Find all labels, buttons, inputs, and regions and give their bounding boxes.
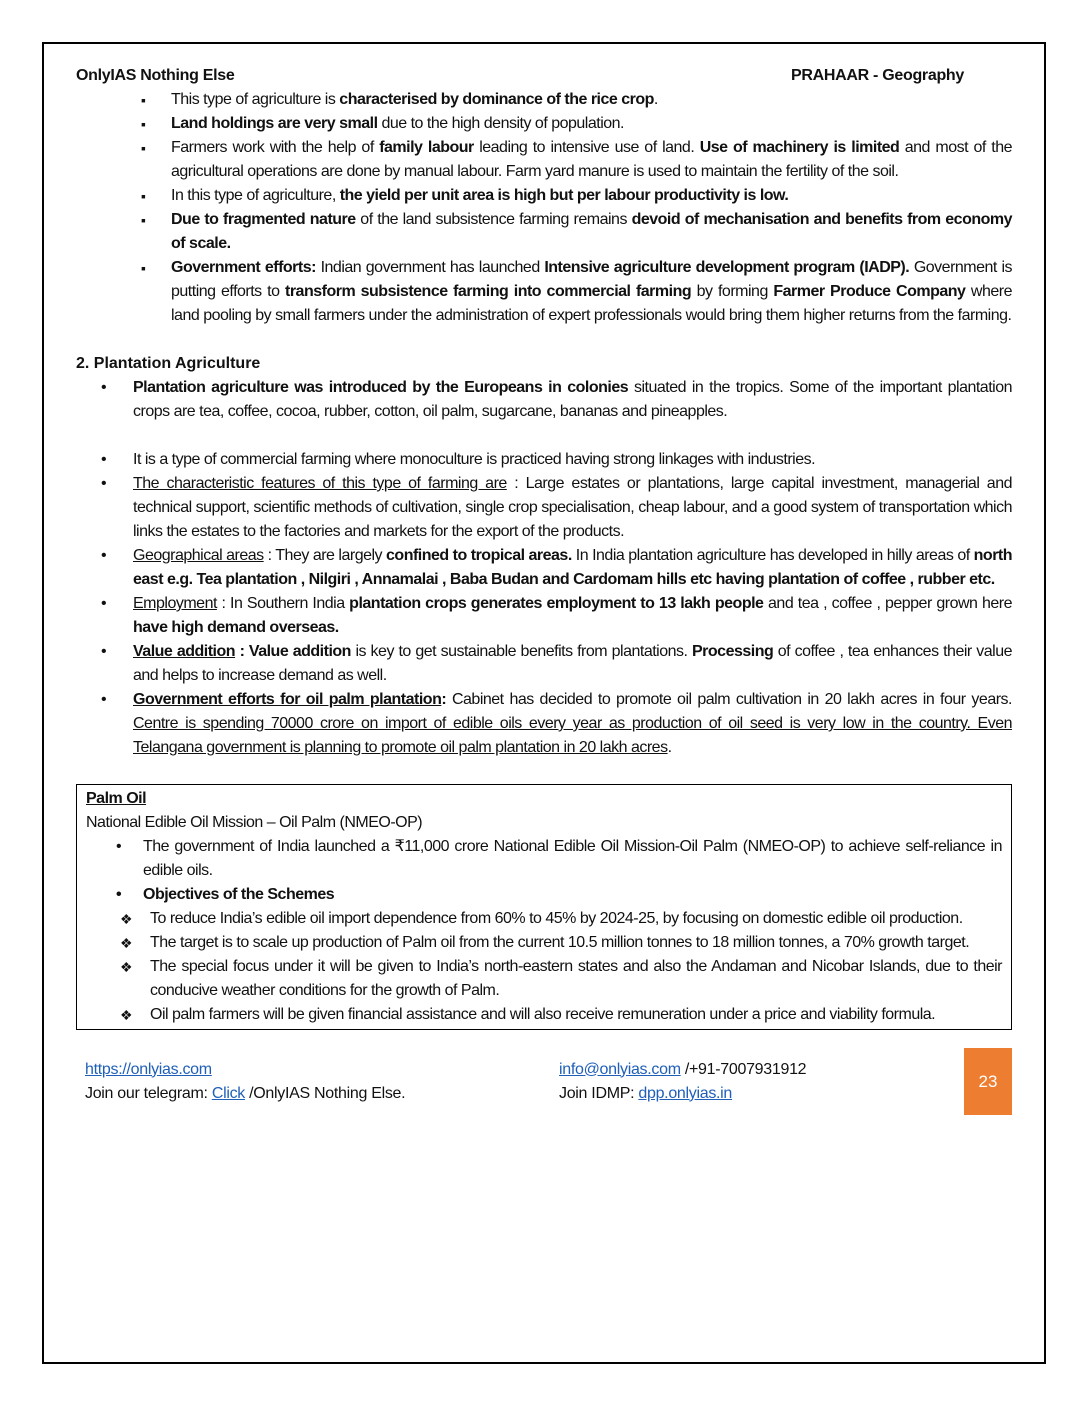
- list-item: [171, 88, 1012, 112]
- objective-item: ❖ To reduce India’s edible oil import dependence from 60% to 45% by 2024-25, by focusing on domestic edible oil production.: [86, 907, 1002, 931]
- text-run: In this type of agriculture,: [171, 187, 340, 204]
- text-run: Farmers work with the help of: [171, 139, 380, 156]
- text-run: Farmer Produce Company: [773, 283, 966, 300]
- page-footer: [76, 1048, 1012, 1115]
- email-link[interactable]: info@onlyias.com: [559, 1060, 681, 1078]
- text-run: of the land subsistence farming remains: [355, 211, 632, 228]
- text-run: Geographical areas: [133, 547, 264, 564]
- text-run: and most of the agricultural operations are done by manual labour. Farm yard manure is used to maintain the fertility of the soil.: [171, 139, 1012, 180]
- list-item: [133, 592, 1012, 640]
- text-run: where land pooling by small farmers under the administration of expert professionals would bring them higher returns from the farming.: [171, 283, 1013, 324]
- telegram-prefix: Join our telegram:: [85, 1084, 212, 1102]
- list-item: [133, 472, 1012, 544]
- text-run: : Value addition: [235, 643, 351, 660]
- text-run: plantation crops generates employment to 13 lakh people: [349, 595, 764, 612]
- text-run: It is a type of commercial farming where monoculture is practiced having strong linkages with industries.: [133, 451, 816, 468]
- page-number: 23: [964, 1048, 1012, 1115]
- text-run: due to the high density of population.: [377, 115, 624, 132]
- text-run: is key to get sustainable benefits from plantations.: [350, 643, 692, 660]
- telegram-link[interactable]: Click: [211, 1084, 245, 1102]
- page-header: [76, 64, 1012, 88]
- text-run: : Large estates or plantations, large capital investment, managerial and technical support, scientific methods of cultivation, single crop specialisation, cheap labour, and a good system of transportation which links the estates to the factories and markets for the export of the products.: [133, 475, 1012, 540]
- text-run: In India plantation agriculture has developed in hilly areas of: [571, 547, 974, 564]
- text-run: Processing: [692, 643, 774, 660]
- text-run: Cabinet has decided to promote oil palm cultivation in 20 lakh acres in four years.: [446, 691, 1012, 708]
- section-title: 2. Plantation Agriculture: [76, 355, 261, 372]
- page-border: [42, 42, 1046, 1364]
- text-run: Use of machinery is limited: [699, 139, 900, 156]
- text-run: the yield per unit area is high but per labour productivity is low.: [339, 187, 789, 204]
- text-run: Land holdings are very small: [171, 115, 378, 132]
- text-run: north east e.g. Tea plantation , Nilgiri , Annamalai , Baba Budan and Cardomam hills etc having plantation of coffee , rubber etc.: [133, 547, 1013, 588]
- idmp-prefix: Join IDMP:: [559, 1084, 639, 1102]
- rice-farming-list: [171, 88, 1012, 328]
- text-run: Centre is spending 70000 crore on import of edible oils every year as production of oil seed is very low in the country. Even Telangana government is planning to promote oil palm plantation in 20 lakh acres: [133, 715, 1012, 756]
- text-run: confined to tropical areas.: [386, 547, 572, 564]
- text-run: characterised by dominance of the rice crop: [339, 91, 654, 108]
- text-run: situated in the tropics. Some of the important plantation crops are tea, coffee, cocoa, rubber, cotton, oil palm, sugarcane, bananas and pineapples.: [133, 379, 1013, 420]
- phone: /+91-7007931912: [680, 1060, 807, 1078]
- list-item: [171, 256, 1012, 328]
- website-link[interactable]: https://onlyias.com: [85, 1060, 212, 1078]
- text-run: :: [441, 691, 447, 708]
- box-bullet-objectives: • Objectives of the Schemes: [86, 883, 1002, 907]
- text-run: by forming: [691, 283, 774, 300]
- text-run: transform subsistence farming into commercial farming: [284, 283, 692, 300]
- list-item: [133, 688, 1012, 760]
- text-run: of coffee , tea enhances their value and helps to increase demand as well.: [133, 643, 1012, 684]
- text-run: Plantation agriculture was introduced by the Europeans in colonies: [133, 379, 629, 396]
- text-run: and tea , coffee , pepper grown here: [763, 595, 1013, 612]
- text-run: .: [653, 91, 658, 108]
- list-item: [171, 112, 1012, 136]
- text-run: Government is putting efforts to: [171, 259, 1013, 300]
- header-right: PRAHAAR - Geography: [791, 67, 964, 84]
- text-run: : In Southern India: [216, 595, 350, 612]
- text-run: This type of agriculture is: [171, 91, 340, 108]
- text-run: Government efforts:: [171, 259, 316, 276]
- plantation-list: [133, 376, 1012, 760]
- text-run: Due to fragmented nature: [171, 211, 356, 228]
- box-subtitle: National Edible Oil Mission – Oil Palm (NMEO-OP): [86, 814, 423, 831]
- text-run: : They are largely: [263, 547, 387, 564]
- text-run: leading to intensive use of land.: [473, 139, 700, 156]
- objective-item: ❖ Oil palm farmers will be given financial assistance and will also receive remuneration under a price and viability formula.: [86, 1003, 1002, 1027]
- text-run: have high demand overseas.: [133, 619, 339, 636]
- objective-item: ❖ The target is to scale up production of Palm oil from the current 10.5 million tonnes to 18 million tonnes, a 70% growth target.: [86, 931, 1002, 955]
- list-item: [133, 376, 1012, 424]
- objective-item: ❖ The special focus under it will be given to India’s north-eastern states and also the Andaman and Nicobar Islands, due to their conducive weather conditions for the growth of Palm.: [86, 955, 1002, 1003]
- list-item: [133, 448, 1012, 472]
- list-item: [133, 640, 1012, 688]
- footer-right: [559, 1058, 964, 1106]
- footer-left: [85, 1058, 559, 1106]
- text-run: Intensive agriculture development program (IADP).: [544, 259, 910, 276]
- header-left: OnlyIAS Nothing Else: [76, 67, 235, 84]
- box-bullet: • The government of India launched a ₹11,000 crore National Edible Oil Mission-Oil Palm (NMEO-OP) to achieve self-reliance in edible oils.: [86, 835, 1002, 883]
- palm-oil-box: [76, 784, 1012, 1030]
- text-run: Value addition: [133, 643, 236, 660]
- text-run: devoid of mechanisation and benefits from economy of scale.: [171, 211, 1013, 252]
- list-item: [133, 544, 1012, 592]
- text-run: Government efforts for oil palm plantation: [133, 691, 442, 708]
- text-run: The characteristic features of this type of farming are: [133, 475, 507, 492]
- text-run: Employment: [133, 595, 217, 612]
- text-run: .: [667, 739, 672, 756]
- list-item: [171, 136, 1012, 184]
- text-run: Indian government has launched: [315, 259, 545, 276]
- box-title: Palm Oil: [86, 790, 147, 807]
- list-item: [171, 184, 1012, 208]
- text-run: family labour: [379, 139, 474, 156]
- list-item: [171, 208, 1012, 256]
- idmp-link[interactable]: dpp.onlyias.in: [638, 1084, 733, 1102]
- telegram-suffix: /OnlyIAS Nothing Else.: [244, 1084, 406, 1102]
